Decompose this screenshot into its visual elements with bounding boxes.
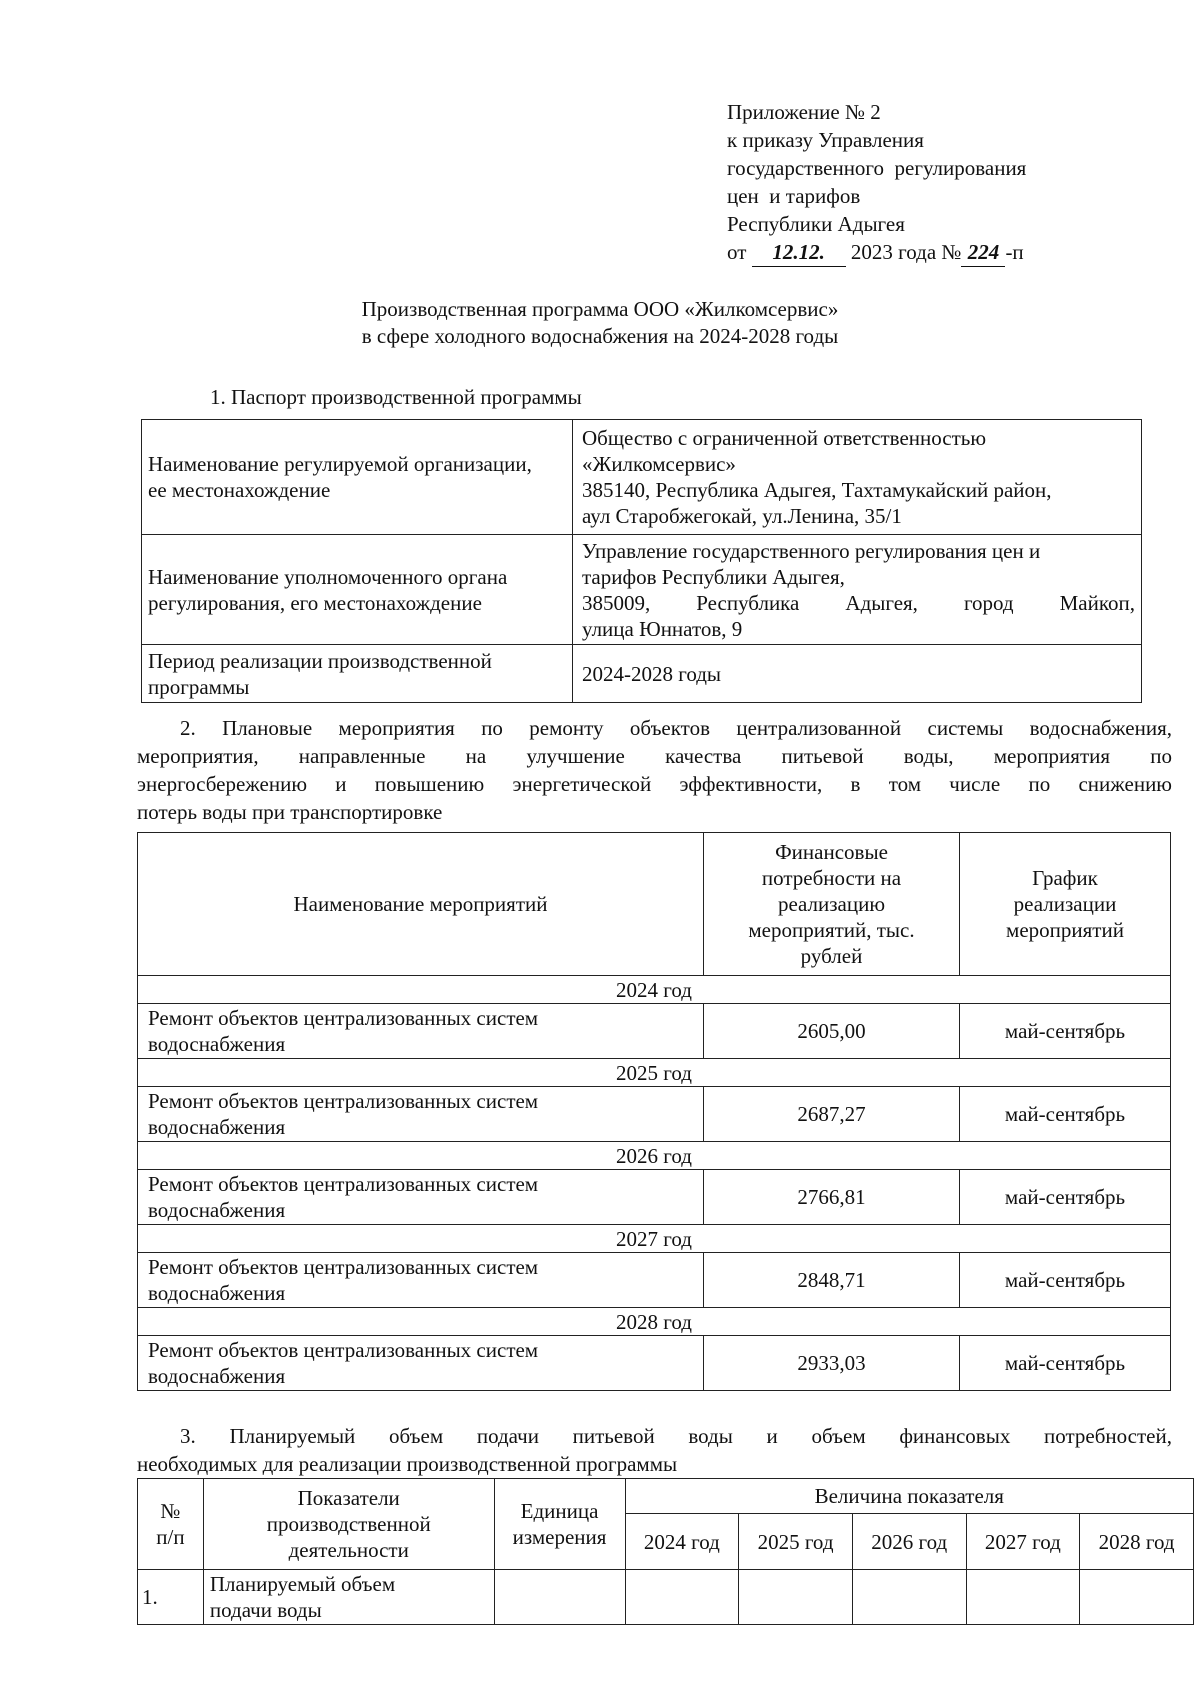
- header-cell: [494, 1479, 625, 1570]
- cell-text: Ремонт объектов централизованных систем водоснабжения: [148, 1255, 539, 1305]
- paragraph-line: потерь воды при транспортировке: [137, 800, 443, 824]
- cell-text: Ремонт объектов централизованных систем водоснабжения: [148, 1006, 539, 1056]
- measure-name: [138, 1336, 704, 1391]
- section-1-heading: 1. Паспорт производственной программы: [210, 385, 582, 409]
- row-value: [852, 1570, 966, 1625]
- measure-name: [138, 1253, 704, 1308]
- measure-amount: 2766,81: [704, 1170, 960, 1225]
- title-line: Производственная программа ООО «Жилкомсервис»: [361, 297, 839, 321]
- passport-table: [141, 419, 1142, 703]
- header-cell: [138, 1479, 204, 1570]
- header-cell: 2027 год: [966, 1514, 1080, 1570]
- year-row: [138, 1308, 1171, 1336]
- order-suffix: -п: [1005, 240, 1024, 264]
- header-cell: Величина показателя: [625, 1479, 1193, 1514]
- header-cell: 2026 год: [852, 1514, 966, 1570]
- table-row: [138, 1004, 1171, 1059]
- cell-text: Наименование уполномоченного органа регулирования, его местонахождение: [148, 564, 508, 615]
- table-row: [138, 1170, 1171, 1225]
- header-text: График реализации мероприятий: [1006, 866, 1124, 942]
- document-title: [200, 296, 1000, 350]
- year-cell: 2028 год: [138, 1308, 1171, 1336]
- cell-line: Управление государственного регулирования цен и: [582, 538, 1041, 563]
- measure-schedule: май-сентябрь: [960, 1087, 1171, 1142]
- row-unit: [494, 1570, 625, 1625]
- table-row: [142, 535, 1142, 645]
- table-header-row: [138, 833, 1171, 976]
- appendix-date-line: [727, 238, 1167, 266]
- handwritten-date: 12.12.: [752, 238, 846, 267]
- cell-line: Общество с ограниченной ответственностью: [582, 426, 987, 450]
- handwritten-order-number: 224: [961, 238, 1005, 267]
- table-cell-value: [573, 535, 1142, 645]
- appendix-line: Приложение № 2: [727, 100, 881, 124]
- cell-line: 385140, Республика Адыгея, Тахтамукайский район,: [582, 478, 1052, 502]
- measure-schedule: май-сентябрь: [960, 1004, 1171, 1059]
- year-cell: 2027 год: [138, 1225, 1171, 1253]
- paragraph-line: мероприятия, направленные на улучшение качества питьевой воды, мероприятия по: [137, 744, 1172, 768]
- header-cell: 2024 год: [625, 1514, 739, 1570]
- measures-table: [137, 832, 1171, 1391]
- cell-line: 385009, Республика Адыгея, город Майкоп,: [582, 590, 1135, 615]
- header-cell: Наименование мероприятий: [138, 833, 704, 976]
- header-text: Финансовые потребности на реализацию мероприятий, тыс. рублей: [748, 840, 915, 968]
- table-row: [138, 1570, 1194, 1625]
- year-row: [138, 1059, 1171, 1087]
- row-number: 1.: [138, 1570, 204, 1625]
- cell-text: Планируемый объем подачи воды: [209, 1572, 396, 1622]
- cell-text: Ремонт объектов централизованных систем водоснабжения: [148, 1338, 539, 1388]
- appendix-line: к приказу Управления: [727, 128, 924, 152]
- title-line: в сфере холодного водоснабжения на 2024-2028 годы: [361, 324, 839, 348]
- header-text: № п/п: [156, 1499, 185, 1549]
- table-cell-value: [573, 420, 1142, 535]
- paragraph-line: 3. Планируемый объем подачи питьевой воды и объем финансовых потребностей,: [180, 1424, 1172, 1448]
- measure-name: [138, 1170, 704, 1225]
- table-cell-label: [142, 535, 573, 645]
- year-row: [138, 1142, 1171, 1170]
- header-cell: [203, 1479, 494, 1570]
- row-indicator: [203, 1570, 494, 1625]
- table-row: [138, 1087, 1171, 1142]
- measure-amount: 2933,03: [704, 1336, 960, 1391]
- header-text: Показатели производственной деятельности: [266, 1486, 431, 1562]
- cell-text: Ремонт объектов централизованных систем водоснабжения: [148, 1172, 539, 1222]
- cell-text: Период реализации производственной программы: [148, 648, 492, 699]
- header-cell: 2028 год: [1080, 1514, 1194, 1570]
- measure-name: [138, 1004, 704, 1059]
- table-row: [138, 1336, 1171, 1391]
- table-row: [138, 1253, 1171, 1308]
- paragraph-line: 2. Плановые мероприятия по ремонту объектов централизованной системы водоснабжения,: [180, 716, 1172, 740]
- appendix-line: цен и тарифов: [727, 184, 861, 208]
- appendix-line: государственного регулирования: [727, 156, 1027, 180]
- date-year: 2023 года №: [850, 240, 962, 264]
- table-header-row: [138, 1479, 1194, 1514]
- cell-line: «Жилкомсервис»: [582, 452, 736, 476]
- measure-schedule: май-сентябрь: [960, 1170, 1171, 1225]
- header-text: Единица измерения: [512, 1499, 607, 1549]
- year-cell: 2024 год: [138, 976, 1171, 1004]
- measure-schedule: май-сентябрь: [960, 1253, 1171, 1308]
- cell-text: Наименование регулируемой организации, ее местонахождение: [148, 452, 532, 502]
- cell-text: Ремонт объектов централизованных систем водоснабжения: [148, 1089, 539, 1139]
- measure-amount: 2848,71: [704, 1253, 960, 1308]
- table-cell-label: [142, 420, 573, 535]
- header-cell: 2025 год: [739, 1514, 853, 1570]
- row-value: [739, 1570, 853, 1625]
- year-cell: 2026 год: [138, 1142, 1171, 1170]
- header-cell: [704, 833, 960, 976]
- cell-line: тарифов Республики Адыгея,: [582, 564, 845, 589]
- table-cell-label: [142, 645, 573, 703]
- measure-name: [138, 1087, 704, 1142]
- table-row: [142, 420, 1142, 535]
- year-cell: 2025 год: [138, 1059, 1171, 1087]
- date-prefix: от: [727, 240, 747, 264]
- cell-line: улица Юннатов, 9: [582, 616, 743, 641]
- cell-line: аул Старобжегокай, ул.Ленина, 35/1: [582, 504, 902, 528]
- row-value: [625, 1570, 739, 1625]
- appendix-block: [727, 98, 1167, 266]
- row-value: [966, 1570, 1080, 1625]
- row-value: [1080, 1570, 1194, 1625]
- paragraph-line: необходимых для реализации производственной программы: [137, 1450, 767, 1479]
- section-2-paragraph: [137, 714, 1172, 826]
- measure-amount: 2687,27: [704, 1087, 960, 1142]
- paragraph-line: энергосбережению и повышению энергетической эффективности, в том числе по снижению: [137, 772, 1172, 796]
- measure-amount: 2605,00: [704, 1004, 960, 1059]
- header-cell: [960, 833, 1171, 976]
- table-row: [142, 645, 1142, 703]
- measure-schedule: май-сентябрь: [960, 1336, 1171, 1391]
- indicators-table: [137, 1478, 1194, 1625]
- section-3-paragraph: [137, 1422, 1172, 1479]
- year-row: [138, 976, 1171, 1004]
- cell-line: 2024-2028 годы: [582, 661, 722, 686]
- year-row: [138, 1225, 1171, 1253]
- appendix-line: Республики Адыгея: [727, 212, 905, 236]
- table-cell-value: [573, 645, 1142, 703]
